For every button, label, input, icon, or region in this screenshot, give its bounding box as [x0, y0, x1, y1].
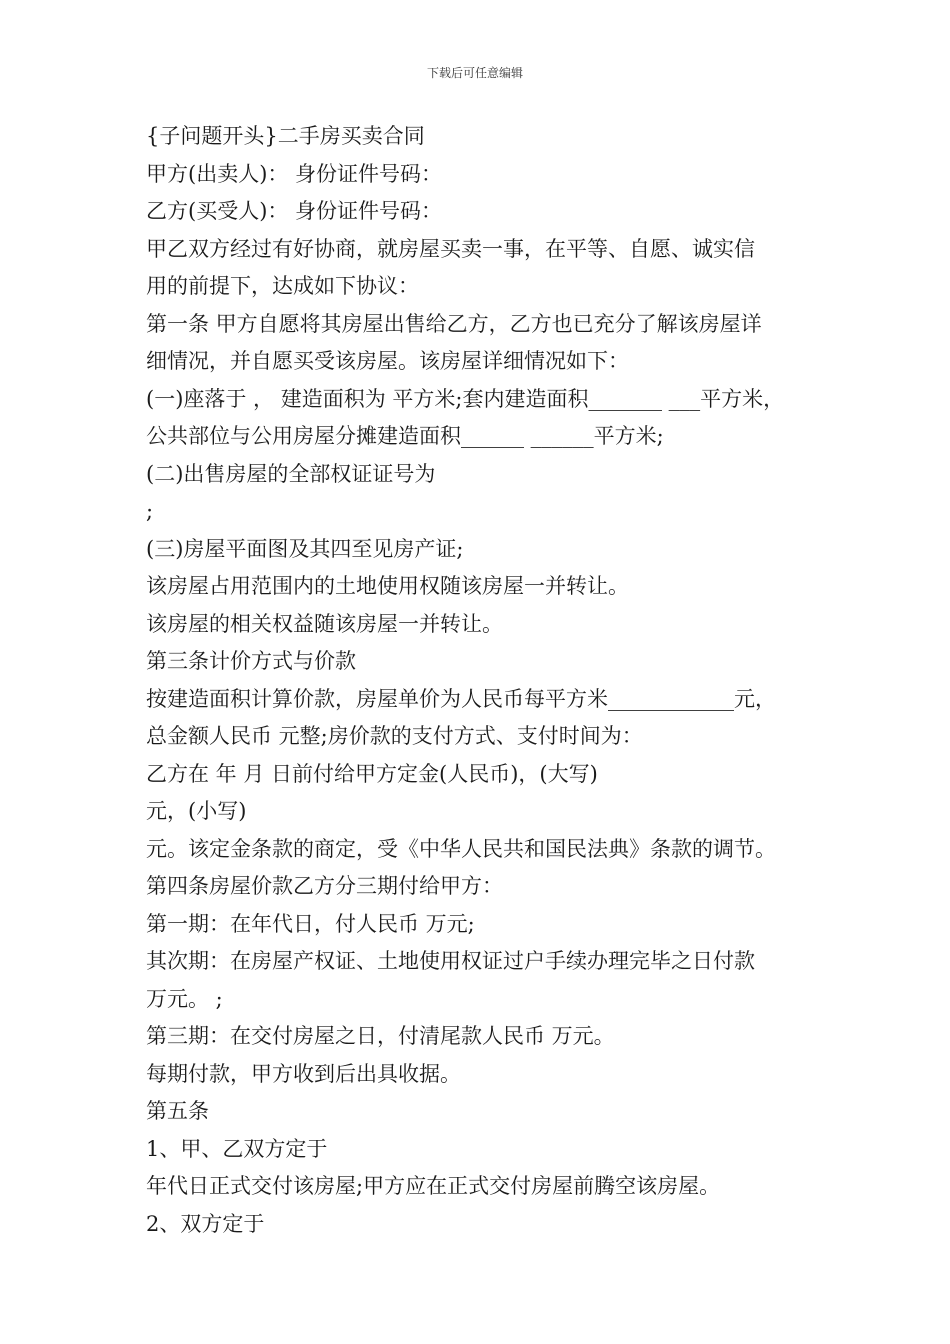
document-line: 乙方在 年 月 日前付给甲方定金(人民币)，(大写) [146, 761, 598, 786]
document-line: 甲方(出卖人)： 身份证件号码： [146, 161, 443, 186]
document-line: ; [146, 499, 154, 523]
document-line: 乙方(买受人)： 身份证件号码： [146, 199, 443, 223]
document-line: (二)出售房屋的全部权证证号为 [146, 461, 436, 486]
document-line: 甲乙双方经过有好协商，就房屋买卖一事，在平等、自愿、诚实信 [146, 236, 755, 261]
document-line: 该房屋占用范围内的土地使用权随该房屋一并转让。 [146, 574, 629, 598]
document-line: 元，(小写) [146, 799, 247, 823]
document-line: 其次期：在房屋产权证、土地使用权证过户手续办理完毕之日付款 [146, 949, 755, 973]
document-line: 第一期：在年代日，付人民币 万元; [146, 911, 475, 936]
document-line: 2、双方定于 [146, 1211, 265, 1236]
document-line: 按建造面积计算价款，房屋单价为人民币每平方米____________元， [146, 686, 776, 711]
document-body [146, 118, 836, 1243]
document-title: {子问题开头}二手房买卖合同 [146, 124, 425, 148]
document-line: 第三条计价方式与价款 [146, 649, 356, 673]
document-line: 1、甲、乙双方定于 [146, 1136, 328, 1161]
document-line: 第四条房屋价款乙方分三期付给甲方： [146, 874, 503, 898]
document-line: 万元。 ; [146, 986, 223, 1011]
document-line: 每期付款，甲方收到后出具收据。 [146, 1061, 461, 1086]
document-line: 第五条 [146, 1099, 209, 1123]
document-line: 第一条 甲方自愿将其房屋出售给乙方，乙方也已充分了解该房屋详 [146, 311, 762, 336]
document-line: 用的前提下，达成如下协议： [146, 274, 419, 298]
document-line: 细情况，并自愿买受该房屋。该房屋详细情况如下： [146, 349, 629, 373]
document-line: 年代日正式交付该房屋;甲方应在正式交付房屋前腾空该房屋。 [146, 1174, 721, 1198]
document-line: 公共部位与公用房屋分摊建造面积______ ______平方米; [146, 424, 664, 448]
document-line: (三)房屋平面图及其四至见房产证; [146, 536, 464, 561]
document-line: 该房屋的相关权益随该房屋一并转让。 [146, 611, 503, 636]
page-header-note: 下载后可任意编辑 [426, 66, 523, 80]
document-line: 元。该定金条款的商定，受《中华人民共和国民法典》条款的调节。 [146, 836, 776, 861]
document-line: 总金额人民币 元整;房价款的支付方式、支付时间为： [146, 724, 643, 748]
document-line: (一)座落于 ， 建造面积为 平方米;套内建造面积_______ ___平方米， [146, 386, 785, 411]
document-line: 第三期：在交付房屋之日，付清尾款人民币 万元。 [146, 1024, 615, 1048]
